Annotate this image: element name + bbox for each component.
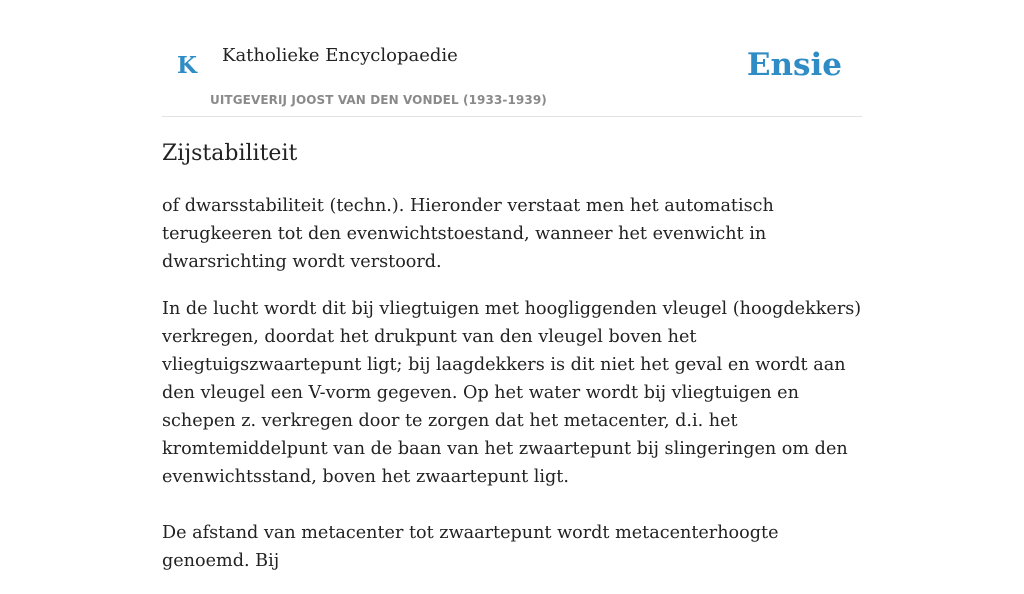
article	[162, 138, 862, 594]
publication-title[interactable]: Katholieke Encyclopaedie	[222, 45, 458, 66]
article-paragraph: In de lucht wordt dit bij vliegtuigen met hoogliggenden vleugel (hoogdekkers) verkregen, doordat het drukpunt van den vleugel boven het vliegtuigszwaartepunt ligt; bij laagdekkers is dit niet het geval en wordt aan den vleugel een V-vorm gegeven. Op het water wordt bij vliegtuigen en schepen z. verkregen door te zorgen dat het metacenter, d.i. het kromtemiddelpunt van de baan van het zwaartepunt bij slingeringen om den evenwichtsstand, boven het zwaartepunt ligt.	[162, 299, 862, 487]
article-title: Zijstabiliteit	[162, 141, 298, 166]
publication-logo[interactable]: K	[177, 52, 197, 79]
article-paragraph: of dwarsstabiliteit (techn.). Hieronder verstaat men het automatisch terugkeeren tot den evenwichtstoestand, wanneer het evenwicht in dwarsrichting wordt verstoord.	[162, 196, 774, 272]
publisher-subtitle: UITGEVERIJ JOOST VAN DEN VONDEL (1933-1939)	[210, 93, 547, 107]
brand-logo-link[interactable]: Ensie	[746, 47, 842, 83]
site-header	[162, 0, 862, 117]
article-paragraph: De afstand van metacenter tot zwaartepunt wordt metacenterhoogte genoemd. Bij	[162, 523, 779, 571]
